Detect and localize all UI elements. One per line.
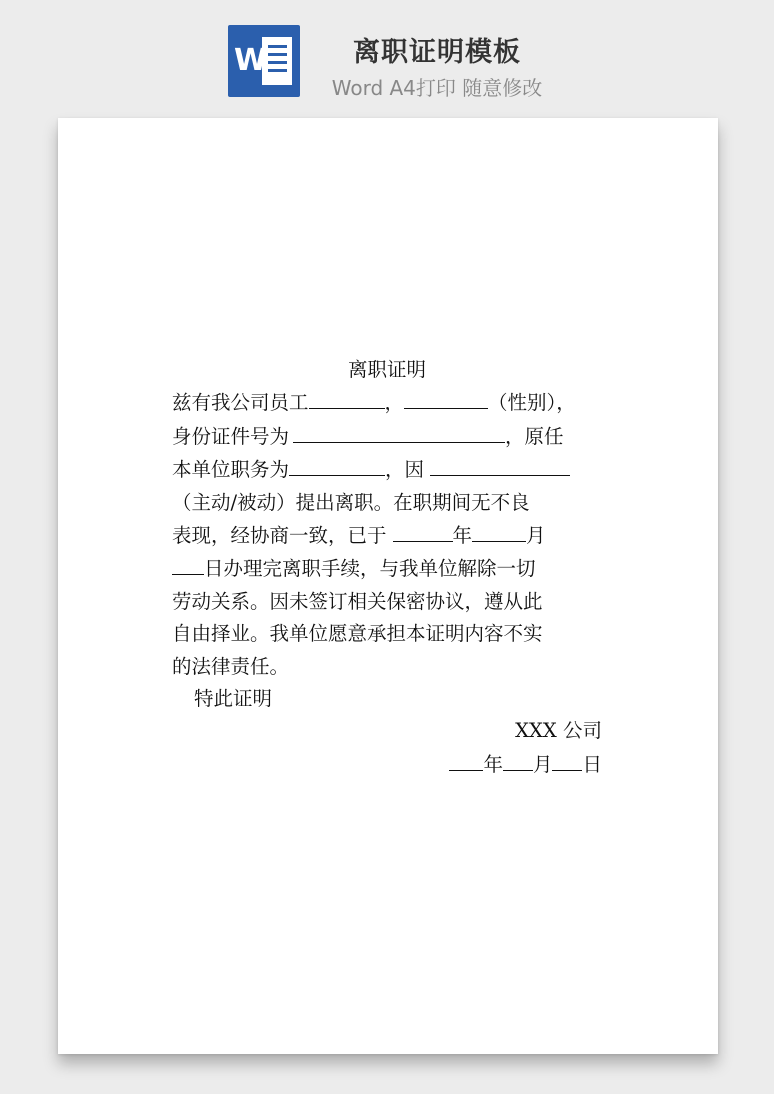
document-body bbox=[172, 354, 602, 781]
body-line-9: 的法律责任。 bbox=[172, 654, 290, 678]
blank-id-number bbox=[293, 420, 505, 443]
closing-text: 特此证明 bbox=[194, 687, 273, 711]
body-line-3: 本单位职务为 ，因 bbox=[172, 453, 602, 486]
word-icon bbox=[228, 25, 300, 97]
body-line-4: （主动/被动）提出离职。在职期间无不良 bbox=[172, 490, 530, 514]
body-line-5: 表现，经协商一致，已于 年 月 bbox=[172, 519, 602, 552]
body-line-7: 劳动关系。因未签订相关保密协议，遵从此 bbox=[172, 589, 543, 613]
document-title: 离职证明 bbox=[347, 358, 426, 381]
page-title: 离职证明模板 bbox=[353, 37, 521, 68]
blank-month bbox=[472, 519, 526, 542]
word-letter: W bbox=[234, 43, 268, 78]
blank-position bbox=[289, 453, 385, 476]
document-page bbox=[58, 118, 718, 1054]
blank-year bbox=[393, 519, 453, 542]
body-line-1: 兹有我公司员工 ， （性别）， bbox=[172, 386, 602, 419]
header bbox=[0, 0, 774, 110]
body-line-8: 自由择业。我单位愿意承担本证明内容不实 bbox=[172, 622, 543, 646]
body-line-2: 身份证件号为 ，原任 bbox=[172, 420, 602, 453]
signature-date: 年 月 日 bbox=[172, 748, 602, 781]
blank-reason bbox=[430, 453, 570, 476]
body-line-6: 日办理完离职手续，与我单位解除一切 bbox=[172, 552, 602, 585]
blank-gender bbox=[404, 386, 488, 409]
company-name: XXX 公司 bbox=[515, 719, 602, 743]
blank-day bbox=[172, 552, 204, 575]
blank-name bbox=[309, 386, 385, 409]
page-subtitle: Word A4打印 随意修改 bbox=[331, 76, 543, 100]
